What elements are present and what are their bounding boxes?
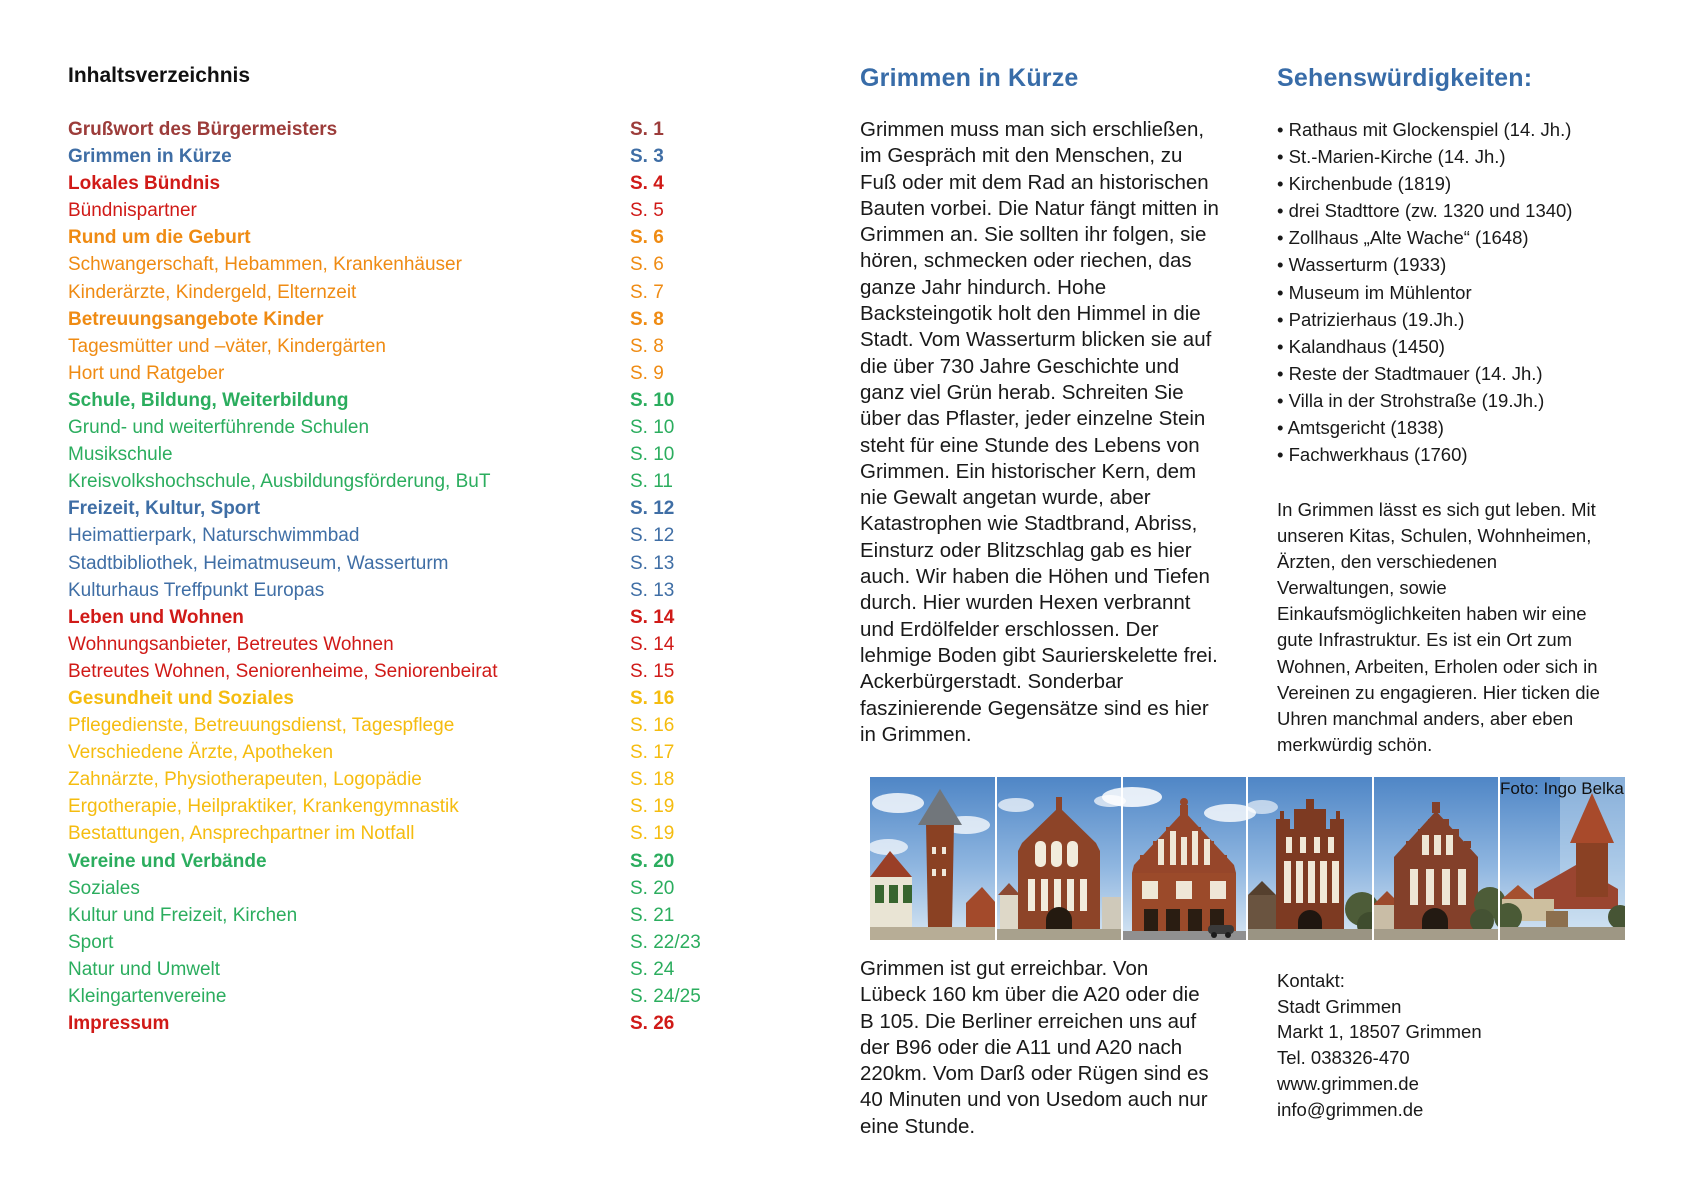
contact-line: info@grimmen.de bbox=[1277, 1098, 1424, 1120]
sight-item: • Amtsgericht (1838) bbox=[1277, 417, 1444, 439]
toc-entry-label: Kreisvolkshochschule, Ausbildungsförderung, BuT bbox=[68, 471, 491, 493]
toc-entry-page: S. 1 bbox=[630, 119, 664, 140]
contact-lines bbox=[1277, 994, 1482, 1123]
sight-item: • St.-Marien-Kirche (14. Jh.) bbox=[1277, 146, 1506, 168]
contact-line: Tel. 038326-470 bbox=[1277, 1047, 1410, 1069]
toc-entry bbox=[68, 902, 678, 929]
living-paragraph: In Grimmen lässt es sich gut leben. Mit unseren Kitas, Schulen, Wohnheimen, Ärzten, den verschiedenen Verwaltungen, sowie Einkaufsmöglichkeiten haben wir eine gute Infrastruktur. Es ist ein Ort zum Wohnen, Arbeiten, Erholen oder sich in Vereinen zu engagieren. Hier ticken die Uhren manchmal anders, aber eben merkwürdig schön. bbox=[1277, 499, 1600, 755]
toc-entry bbox=[68, 116, 678, 143]
toc-entry bbox=[68, 820, 678, 847]
toc-entry-page: S. 14 bbox=[630, 606, 675, 628]
toc-entry bbox=[68, 522, 678, 549]
toc-entry-label: Grund- und weiterführende Schulen bbox=[68, 417, 370, 439]
toc-entry-page: S. 12 bbox=[630, 498, 675, 520]
toc-entry-label: Ergotherapie, Heilpraktiker, Krankengymnastik bbox=[68, 796, 459, 818]
toc-entry-label: Betreutes Wohnen, Seniorenheime, Seniorenbeirat bbox=[68, 660, 498, 682]
contact-label: Kontakt: bbox=[1277, 970, 1345, 991]
toc-entry-page: S. 20 bbox=[630, 877, 675, 899]
contact-line: Markt 1, 18507 Grimmen bbox=[1277, 1021, 1482, 1043]
toc-entry-page: S. 24/25 bbox=[630, 986, 701, 1007]
toc-entry bbox=[68, 658, 678, 685]
toc-entry-page: S. 3 bbox=[630, 146, 664, 168]
toc-list bbox=[68, 116, 701, 1037]
toc-entry-page: S. 14 bbox=[630, 633, 675, 655]
toc-entry-page: S. 18 bbox=[630, 769, 675, 791]
toc-entry bbox=[68, 170, 678, 197]
toc-entry-page: S. 7 bbox=[630, 281, 664, 303]
toc-entry bbox=[68, 631, 678, 658]
sight-item: • Rathaus mit Glockenspiel (14. Jh.) bbox=[1277, 119, 1572, 140]
toc-entry-label: Bündnispartner bbox=[68, 200, 197, 222]
toc-entry-label: Hort und Ratgeber bbox=[68, 362, 225, 384]
toc-entry bbox=[68, 766, 678, 793]
toc-entry-label: Heimattierpark, Naturschwimmbad bbox=[68, 525, 360, 547]
toc-entry-label: Musikschule bbox=[68, 444, 173, 466]
photo-credit: Foto: Ingo Belka bbox=[1500, 779, 1624, 798]
sight-item: • drei Stadttore (zw. 1320 und 1340) bbox=[1277, 200, 1573, 222]
reachability-paragraph: Grimmen ist gut erreichbar. Von Lübeck 160 km über die A20 oder die B 105. Die Berliner erreichen uns auf der B96 oder die A11 und A20 nach 220km. Vom Darß oder Rügen sind es 40 Minuten und von Usedom auch nur eine Stunde. bbox=[860, 957, 1209, 1138]
toc-entry-page: S. 6 bbox=[630, 227, 664, 249]
toc-entry-label: Leben und Wohnen bbox=[68, 606, 244, 628]
toc-entry bbox=[68, 712, 678, 739]
toc-entry bbox=[68, 848, 678, 875]
toc-entry-label: Lokales Bündnis bbox=[68, 173, 221, 195]
toc-entry bbox=[68, 604, 678, 631]
toc-entry-label: Verschiedene Ärzte, Apotheken bbox=[68, 742, 334, 764]
toc-entry-page: S. 10 bbox=[630, 389, 675, 411]
toc-entry bbox=[68, 306, 678, 333]
toc-entry bbox=[68, 441, 678, 468]
toc-entry bbox=[68, 550, 678, 577]
toc-entry-label: Sport bbox=[68, 931, 114, 953]
toc-entry bbox=[68, 333, 678, 360]
sights-list bbox=[1277, 116, 1617, 468]
about-heading: Grimmen in Kürze bbox=[860, 64, 1079, 92]
toc-entry-label: Tagesmütter und –väter, Kindergärten bbox=[68, 335, 386, 357]
toc-entry bbox=[68, 251, 678, 278]
toc-entry-page: S. 11 bbox=[630, 471, 673, 493]
toc-entry bbox=[68, 793, 678, 820]
toc-entry-page: S. 24 bbox=[630, 958, 675, 980]
toc-entry bbox=[68, 279, 678, 306]
toc-entry-page: S. 8 bbox=[630, 335, 664, 357]
sight-item: • Wasserturm (1933) bbox=[1277, 254, 1447, 276]
toc-title: Inhaltsverzeichnis bbox=[68, 64, 251, 87]
toc-entry-page: S. 4 bbox=[630, 173, 664, 195]
toc-entry bbox=[68, 956, 678, 983]
toc-entry-label: Vereine und Verbände bbox=[68, 850, 267, 872]
toc-entry-label: Stadtbibliothek, Heimatmuseum, Wasserturm bbox=[68, 552, 449, 574]
toc-entry bbox=[68, 387, 678, 414]
toc-entry-page: S. 16 bbox=[630, 715, 675, 737]
toc-entry-page: S. 17 bbox=[630, 742, 675, 764]
toc-entry-page: S. 21 bbox=[630, 904, 675, 926]
toc-entry-label: Impressum bbox=[68, 1013, 170, 1035]
toc-entry-label: Kleingartenvereine bbox=[68, 986, 227, 1007]
toc-entry bbox=[68, 224, 678, 251]
toc-entry-label: Schule, Bildung, Weiterbildung bbox=[68, 389, 349, 411]
about-intro-paragraph: Grimmen muss man sich erschließen, im Gespräch mit den Menschen, zu Fuß oder mit dem Rad an historischen Bauten vorbei. Die Natur fängt mitten in Grimmen an. Sie sollten ihr folgen, sie hören, schmecken oder riechen, das ganze Jahr hindurch. Hohe Backsteingotik holt den Himmel in die Stadt. Vom Wasserturm blicken sie auf die über 730 Jahre Geschichte und ganz viel Grün herab. Schreiten Sie über das Pflaster, jeder einzelne Stein steht für eine Stunde des Lebens von Grimmen. Ein historischer Kern, dem nie Gewalt angetan wurde, aber Katastrophen wie Stadtbrand, Abriss, Einsturz oder Blitzschlag gab es hier auch. Wir haben die Höhen und Tiefen durch. Hier wurden Hexen verbrannt und Erdölfelder erschlossen. Der lehmige Boden gibt Saurierskelette frei. Ackerbürgerstadt. Sonderbar faszinierende Gegensätze sind es hier in Grimmen. bbox=[860, 118, 1219, 746]
sight-item: • Museum im Mühlentor bbox=[1277, 281, 1472, 303]
toc-entry-page: S. 26 bbox=[630, 1013, 675, 1035]
sight-item: • Zollhaus „Alte Wache“ (1648) bbox=[1277, 227, 1529, 249]
sights-heading: Sehenswürdigkeiten: bbox=[1277, 64, 1533, 92]
toc-entry bbox=[68, 983, 701, 1010]
toc-entry bbox=[68, 143, 678, 170]
toc-entry-label: Freizeit, Kultur, Sport bbox=[68, 498, 261, 520]
sight-item: • Fachwerkhaus (1760) bbox=[1277, 444, 1468, 466]
toc-entry bbox=[68, 414, 678, 441]
toc-entry-label: Kultur und Freizeit, Kirchen bbox=[68, 904, 298, 926]
contact-line: Stadt Grimmen bbox=[1277, 995, 1402, 1017]
contact-line: www.grimmen.de bbox=[1277, 1072, 1419, 1094]
toc-entry-page: S. 15 bbox=[630, 660, 675, 682]
toc-entry-label: Pflegedienste, Betreuungsdienst, Tagespflege bbox=[68, 715, 455, 737]
toc-entry-page: S. 9 bbox=[630, 362, 664, 384]
toc-entry-label: Wohnungsanbieter, Betreutes Wohnen bbox=[68, 633, 394, 655]
toc-entry-page: S. 13 bbox=[630, 552, 675, 574]
toc-entry-label: Zahnärzte, Physiotherapeuten, Logopädie bbox=[68, 769, 422, 791]
toc-entry-label: Kinderärzte, Kindergeld, Elternzeit bbox=[68, 281, 357, 303]
toc-entry-page: S. 22/23 bbox=[630, 931, 701, 953]
toc-entry bbox=[68, 468, 678, 495]
sight-item: • Kirchenbude (1819) bbox=[1277, 173, 1452, 195]
toc-entry-label: Grimmen in Kürze bbox=[68, 146, 232, 168]
toc-entry bbox=[68, 360, 678, 387]
sight-item: • Patrizierhaus (19.Jh.) bbox=[1277, 308, 1465, 330]
sight-item: • Reste der Stadtmauer (14. Jh.) bbox=[1277, 362, 1543, 384]
toc-entry-page: S. 20 bbox=[630, 850, 675, 872]
toc-entry-page: S. 10 bbox=[630, 417, 675, 439]
toc-entry-label: Natur und Umwelt bbox=[68, 958, 221, 980]
toc-entry-page: S. 5 bbox=[630, 200, 664, 222]
toc-entry-page: S. 13 bbox=[630, 579, 675, 601]
toc-entry-label: Soziales bbox=[68, 877, 140, 899]
toc-entry-page: S. 19 bbox=[630, 796, 675, 818]
toc-entry bbox=[68, 577, 678, 604]
toc-entry bbox=[68, 1010, 678, 1037]
toc-entry bbox=[68, 685, 678, 712]
photo-strip bbox=[870, 777, 1625, 940]
sight-item: • Villa in der Strohstraße (19.Jh.) bbox=[1277, 389, 1545, 411]
sight-item: • Kalandhaus (1450) bbox=[1277, 335, 1445, 357]
toc-entry-label: Rund um die Geburt bbox=[68, 227, 251, 249]
toc-entry bbox=[68, 739, 678, 766]
toc-entry-page: S. 12 bbox=[630, 525, 675, 547]
contact-block bbox=[1277, 968, 1482, 1122]
toc-entry-label: Bestattungen, Ansprechpartner im Notfall bbox=[68, 823, 415, 845]
toc-entry bbox=[68, 495, 678, 522]
toc-entry-label: Schwangerschaft, Hebammen, Krankenhäuser bbox=[68, 254, 462, 276]
toc-entry bbox=[68, 929, 701, 956]
toc-entry bbox=[68, 875, 678, 902]
toc-entry-page: S. 8 bbox=[630, 308, 664, 330]
toc-entry-page: S. 16 bbox=[630, 687, 675, 709]
toc-entry-label: Betreuungsangebote Kinder bbox=[68, 308, 324, 330]
toc-entry-label: Grußwort des Bürgermeisters bbox=[68, 119, 338, 140]
toc-entry-page: S. 10 bbox=[630, 444, 675, 466]
toc-entry-label: Gesundheit und Soziales bbox=[68, 687, 294, 709]
toc-entry bbox=[68, 197, 678, 224]
toc-entry-page: S. 19 bbox=[630, 823, 675, 845]
toc-entry-label: Kulturhaus Treffpunkt Europas bbox=[68, 579, 325, 601]
toc-entry-page: S. 6 bbox=[630, 254, 664, 276]
